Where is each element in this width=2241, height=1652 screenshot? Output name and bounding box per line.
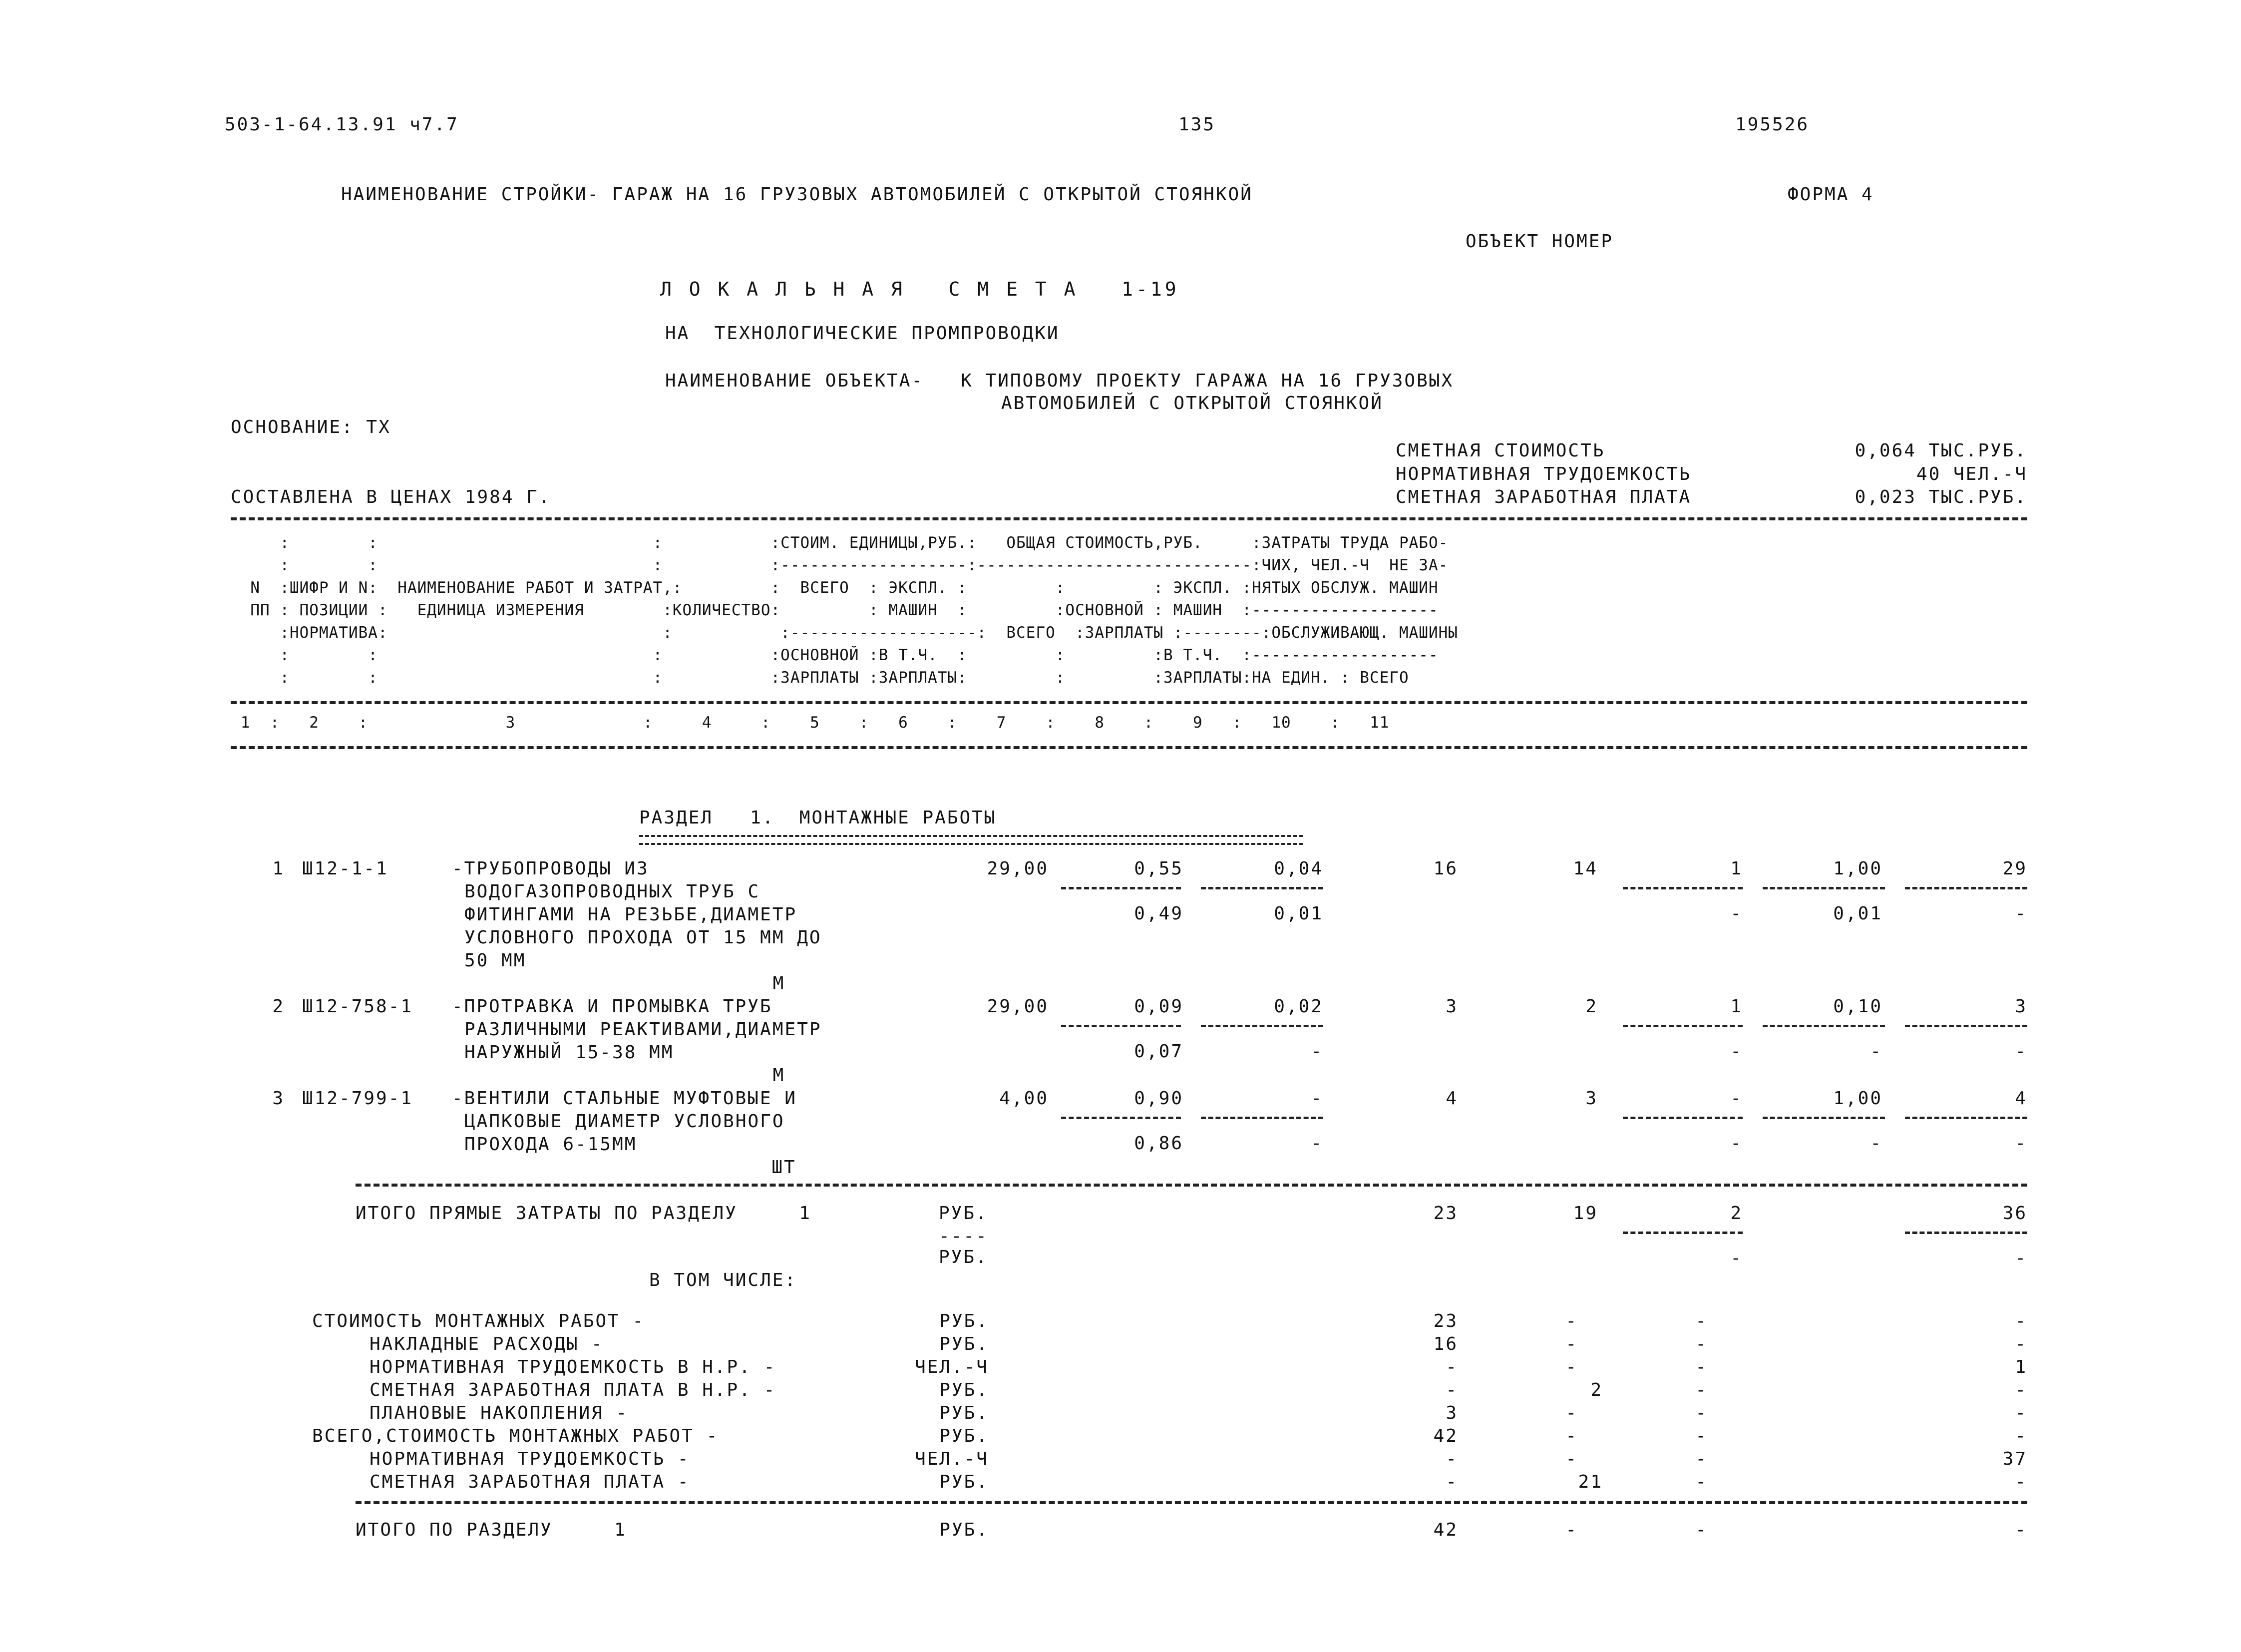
object-name-line-2: АВТОМОБИЛЕЙ С ОТКРЫТОЙ СТОЯНКОЙ xyxy=(1001,393,1383,413)
object-name-line-1: НАИМЕНОВАНИЕ ОБЪЕКТА- К ТИПОВОМУ ПРОЕКТУ ГАРАЖА НА 16 ГРУЗОВЫХ xyxy=(665,371,1454,391)
breakdown-wages: - xyxy=(1565,1426,1578,1446)
breakdown-labor: - xyxy=(2015,1311,2027,1331)
sub-rule xyxy=(1061,1025,1181,1027)
item-mlabor-unit: - xyxy=(1870,1041,1882,1062)
item-unit: М xyxy=(772,973,785,994)
breakdown-mach: - xyxy=(1695,1311,1708,1331)
item-unit-mach: 0,04 xyxy=(1274,858,1323,879)
breakdown-mach: - xyxy=(1695,1449,1708,1469)
breakdown-label: ВСЕГО,СТОИМОСТЬ МОНТАЖНЫХ РАБОТ - xyxy=(312,1426,719,1446)
section-total-label: ИТОГО ПО РАЗДЕЛУ 1 xyxy=(356,1520,627,1540)
sub-rule xyxy=(1201,887,1323,889)
item-labor-unit: 1,00 xyxy=(1833,1088,1882,1109)
direct-costs-label: ИТОГО ПРЯМЫЕ ЗАТРАТЫ ПО РАЗДЕЛУ 1 xyxy=(356,1203,811,1224)
breakdown-label: СМЕТНАЯ ЗАРАБОТНАЯ ПЛАТА В Н.Р. - xyxy=(370,1380,776,1400)
including-label: В ТОМ ЧИСЛЕ: xyxy=(649,1270,797,1290)
rule-header-bottom xyxy=(231,701,2027,704)
breakdown-label: НОРМАТИВНАЯ ТРУДОЕМКОСТЬ - xyxy=(370,1449,690,1469)
item-unit-total: 0,09 xyxy=(1134,996,1183,1017)
sub-rule xyxy=(1061,1117,1181,1119)
item-unit-total: 0,55 xyxy=(1134,858,1183,879)
item-unit-wage: 0,49 xyxy=(1134,903,1183,924)
breakdown-total: 42 xyxy=(1433,1426,1458,1446)
basis: ОСНОВАНИЕ: ТХ xyxy=(231,417,391,437)
summary-value-0: 0,064 ТЫС.РУБ. xyxy=(1855,440,2027,461)
summary-value-2: 0,023 ТЫС.РУБ. xyxy=(1855,487,2027,507)
item-mach-wage: - xyxy=(1730,1133,1743,1154)
breakdown-unit: РУБ. xyxy=(939,1380,989,1400)
breakdown-total: - xyxy=(1446,1449,1458,1469)
item-labor-total: 4 xyxy=(2015,1088,2027,1109)
breakdown-mach: - xyxy=(1695,1357,1708,1377)
sub-rule xyxy=(1763,1117,1885,1119)
item-mlabor-total: - xyxy=(2015,903,2027,924)
object-number: ОБЪЕКТ НОМЕР xyxy=(1466,231,1614,252)
sub-rule xyxy=(1763,1025,1885,1027)
breakdown-mach: - xyxy=(1695,1472,1708,1492)
item-mach: 1 xyxy=(1730,996,1743,1017)
breakdown-labor: - xyxy=(2015,1380,2027,1400)
estimate-title: Л О К А Л Ь Н А Я С М Е Т А 1-19 xyxy=(660,278,1179,300)
section-total-wages: - xyxy=(1565,1520,1578,1540)
item-number: 2 xyxy=(272,996,285,1017)
header-line: : : : :ЗАРПЛАТЫ :ЗАРПЛАТЫ: : :ЗАРПЛАТЫ:НА ЕДИН. : ВСЕГО xyxy=(231,669,1439,687)
item-total: 16 xyxy=(1433,858,1458,879)
form-label: ФОРМА 4 xyxy=(1788,184,1874,205)
direct-costs-unit-rule: ---- xyxy=(939,1226,988,1246)
breakdown-total: - xyxy=(1446,1472,1458,1492)
breakdown-total: 16 xyxy=(1433,1334,1458,1354)
rule-items-bottom xyxy=(356,1184,2027,1187)
item-unit-mach-wage: - xyxy=(1311,1041,1323,1062)
item-mlabor-total: - xyxy=(2015,1041,2027,1062)
item-name: -ТРУБОПРОВОДЫ ИЗ xyxy=(452,858,649,879)
breakdown-wages: - xyxy=(1565,1403,1578,1423)
item-unit-mach-wage: - xyxy=(1311,1133,1323,1154)
item-code: Ш12-758-1 xyxy=(302,996,413,1017)
rule-top xyxy=(231,517,2027,520)
sub-rule xyxy=(1623,1232,1743,1234)
header-line: ПП : ПОЗИЦИИ : ЕДИНИЦА ИЗМЕРЕНИЯ :КОЛИЧЕСТВО: : МАШИН : :ОСНОВНОЙ : МАШИН :------------------- xyxy=(231,601,1439,619)
breakdown-labor: - xyxy=(2015,1426,2027,1446)
item-wages: 14 xyxy=(1573,858,1598,879)
item-mlabor-unit: - xyxy=(1870,1133,1882,1154)
direct-costs-mach-wage: - xyxy=(1730,1248,1743,1268)
breakdown-total: 23 xyxy=(1433,1311,1458,1331)
item-name: УСЛОВНОГО ПРОХОДА ОТ 15 ММ ДО xyxy=(464,927,822,948)
breakdown-labor: 1 xyxy=(2015,1357,2027,1377)
breakdown-wages: - xyxy=(1565,1311,1578,1331)
breakdown-labor: 37 xyxy=(2002,1449,2027,1469)
sub-rule xyxy=(1905,887,2027,889)
item-total: 3 xyxy=(1446,996,1458,1017)
breakdown-label: НОРМАТИВНАЯ ТРУДОЕМКОСТЬ В Н.Р. - xyxy=(370,1357,776,1377)
item-name: 50 ММ xyxy=(464,950,526,971)
breakdown-label: СМЕТНАЯ ЗАРАБОТНАЯ ПЛАТА - xyxy=(370,1472,690,1492)
breakdown-wages: 2 xyxy=(1590,1380,1603,1400)
breakdown-wages: 21 xyxy=(1578,1472,1603,1492)
sub-rule xyxy=(1905,1117,2027,1119)
breakdown-wages: - xyxy=(1565,1334,1578,1354)
item-name: ЦАПКОВЫЕ ДИАМЕТР УСЛОВНОГО xyxy=(464,1111,785,1132)
sub-rule xyxy=(1201,1025,1323,1027)
item-mlabor-total: - xyxy=(2015,1133,2027,1154)
column-numbers: 1 : 2 : 3 : 4 : 5 : 6 : 7 : 8 : 9 : 10 : 11 xyxy=(231,714,1429,732)
breakdown-labor: - xyxy=(2015,1472,2027,1492)
header-line: :НОРМАТИВА: : :-------------------: ВСЕГО :ЗАРПЛАТЫ :--------:ОБСЛУЖИВАЮЩ. МАШИНЫ xyxy=(231,624,1458,642)
section-total-labor: - xyxy=(2015,1520,2027,1540)
breakdown-unit: ЧЕЛ.-Ч xyxy=(914,1357,989,1377)
breakdown-label: ПЛАНОВЫЕ НАКОПЛЕНИЯ - xyxy=(370,1403,629,1423)
item-unit-wage: 0,07 xyxy=(1134,1041,1183,1062)
item-mlabor-unit: 0,01 xyxy=(1833,903,1882,924)
item-mach-wage: - xyxy=(1730,903,1743,924)
item-unit-mach: - xyxy=(1311,1088,1323,1109)
item-unit-mach-wage: 0,01 xyxy=(1274,903,1323,924)
item-code: Ш12-1-1 xyxy=(302,858,388,879)
breakdown-total: - xyxy=(1446,1380,1458,1400)
item-number: 1 xyxy=(272,858,285,879)
doc-number: 195526 xyxy=(1735,114,1810,135)
item-mach-wage: - xyxy=(1730,1041,1743,1062)
item-mach: - xyxy=(1730,1088,1743,1109)
header-line: N :ШИФР И N: НАИМЕНОВАНИЕ РАБОТ И ЗАТРАТ,: : ВСЕГО : ЭКСПЛ. : : : ЭКСПЛ. :НЯТЫХ ОБСЛУЖ. МАШИН xyxy=(231,579,1439,597)
item-number: 3 xyxy=(272,1088,285,1109)
breakdown-mach: - xyxy=(1695,1426,1708,1446)
section-total-total: 42 xyxy=(1433,1520,1458,1540)
header-line: : : : :ОСНОВНОЙ :В Т.Ч. : : :В Т.Ч. :------------------- xyxy=(231,646,1439,664)
section-total-unit: РУБ. xyxy=(939,1520,989,1540)
section-total-mach: - xyxy=(1695,1520,1708,1540)
item-unit: М xyxy=(772,1065,785,1086)
item-labor-unit: 1,00 xyxy=(1833,858,1882,879)
doc-code: 503-1-64.13.91 ч7.7 xyxy=(225,114,459,135)
breakdown-wages: - xyxy=(1565,1449,1578,1469)
item-unit: ШТ xyxy=(771,1157,796,1178)
breakdown-total: - xyxy=(1446,1357,1458,1377)
section-title: РАЗДЕЛ 1. МОНТАЖНЫЕ РАБОТЫ xyxy=(639,808,997,828)
summary-label-2: СМЕТНАЯ ЗАРАБОТНАЯ ПЛАТА xyxy=(1396,487,1692,507)
breakdown-unit: РУБ. xyxy=(939,1426,989,1446)
rule-col-numbers xyxy=(231,746,2027,749)
breakdown-unit: РУБ. xyxy=(939,1311,989,1331)
item-unit-total: 0,90 xyxy=(1134,1088,1183,1109)
item-labor-total: 3 xyxy=(2015,996,2027,1017)
item-name: ВОДОГАЗОПРОВОДНЫХ ТРУБ С xyxy=(464,881,760,902)
item-qty: 29,00 xyxy=(987,996,1049,1017)
header-line: : : : :СТОИМ. ЕДИНИЦЫ,РУБ.: ОБЩАЯ СТОИМОСТЬ,РУБ. :ЗАТРАТЫ ТРУДА РАБО- xyxy=(231,534,1449,552)
sub-rule xyxy=(1905,1232,2027,1234)
direct-costs-unit: РУБ. xyxy=(939,1203,988,1224)
construction-name: НАИМЕНОВАНИЕ СТРОЙКИ- ГАРАЖ НА 16 ГРУЗОВЫХ АВТОМОБИЛЕЙ С ОТКРЫТОЙ СТОЯНКОЙ xyxy=(341,184,1253,205)
breakdown-total: 3 xyxy=(1446,1403,1458,1423)
direct-costs-unit-2: РУБ. xyxy=(939,1247,988,1267)
breakdown-unit: РУБ. xyxy=(939,1403,989,1423)
item-name: -ПРОТРАВКА И ПРОМЫВКА ТРУБ xyxy=(452,996,772,1017)
estimate-subtitle: НА ТЕХНОЛОГИЧЕСКИЕ ПРОМПРОВОДКИ xyxy=(665,323,1060,344)
summary-label-0: СМЕТНАЯ СТОИМОСТЬ xyxy=(1396,440,1605,461)
item-name: ПРОХОДА 6-15ММ xyxy=(464,1134,637,1155)
sub-rule xyxy=(1201,1117,1323,1119)
item-code: Ш12-799-1 xyxy=(302,1088,413,1109)
page-number: 135 xyxy=(1178,114,1216,135)
section-title-underline xyxy=(639,835,1303,845)
direct-costs-labor: 36 xyxy=(2002,1203,2027,1224)
direct-costs-mlabor: - xyxy=(2015,1248,2027,1268)
breakdown-labor: - xyxy=(2015,1334,2027,1354)
breakdown-label: НАКЛАДНЫЕ РАСХОДЫ - xyxy=(370,1334,604,1354)
item-mach: 1 xyxy=(1730,858,1743,879)
header-line: : : : :-------------------:----------------------------:ЧИХ, ЧЕЛ.-Ч НЕ ЗА- xyxy=(231,556,1449,574)
breakdown-mach: - xyxy=(1695,1380,1708,1400)
item-labor-unit: 0,10 xyxy=(1833,996,1882,1017)
sub-rule xyxy=(1623,887,1743,889)
sub-rule xyxy=(1061,887,1181,889)
item-name: РАЗЛИЧНЫМИ РЕАКТИВАМИ,ДИАМЕТР xyxy=(464,1019,822,1040)
breakdown-mach: - xyxy=(1695,1403,1708,1423)
direct-costs-total: 23 xyxy=(1433,1203,1458,1224)
item-labor-total: 29 xyxy=(2002,858,2027,879)
breakdown-wages: - xyxy=(1565,1357,1578,1377)
direct-costs-wages: 19 xyxy=(1573,1203,1598,1224)
breakdown-unit: РУБ. xyxy=(939,1334,989,1354)
item-qty: 4,00 xyxy=(999,1088,1049,1109)
item-name: ФИТИНГАМИ НА РЕЗЬБЕ,ДИАМЕТР xyxy=(464,904,797,925)
item-wages: 3 xyxy=(1585,1088,1598,1109)
item-name: НАРУЖНЫЙ 15-38 ММ xyxy=(464,1042,674,1063)
summary-value-1: 40 ЧЕЛ.-Ч xyxy=(1916,464,2027,484)
sub-rule xyxy=(1623,1117,1743,1119)
breakdown-labor: - xyxy=(2015,1403,2027,1423)
prices-basis: СОСТАВЛЕНА В ЦЕНАХ 1984 Г. xyxy=(231,487,551,507)
item-wages: 2 xyxy=(1585,996,1598,1017)
sub-rule xyxy=(1763,887,1885,889)
item-total: 4 xyxy=(1446,1088,1458,1109)
direct-costs-mach: 2 xyxy=(1730,1203,1743,1224)
breakdown-mach: - xyxy=(1695,1334,1708,1354)
sub-rule xyxy=(1623,1025,1743,1027)
breakdown-label: СТОИМОСТЬ МОНТАЖНЫХ РАБОТ - xyxy=(312,1311,645,1331)
breakdown-unit: РУБ. xyxy=(939,1472,989,1492)
breakdown-unit: ЧЕЛ.-Ч xyxy=(914,1449,989,1469)
summary-label-1: НОРМАТИВНАЯ ТРУДОЕМКОСТЬ xyxy=(1396,464,1692,484)
item-unit-wage: 0,86 xyxy=(1134,1133,1183,1154)
rule-section-total xyxy=(356,1501,2027,1504)
item-qty: 29,00 xyxy=(987,858,1049,879)
item-name: -ВЕНТИЛИ СТАЛЬНЫЕ МУФТОВЫЕ И xyxy=(452,1088,797,1109)
sub-rule xyxy=(1905,1025,2027,1027)
item-unit-mach: 0,02 xyxy=(1274,996,1323,1017)
